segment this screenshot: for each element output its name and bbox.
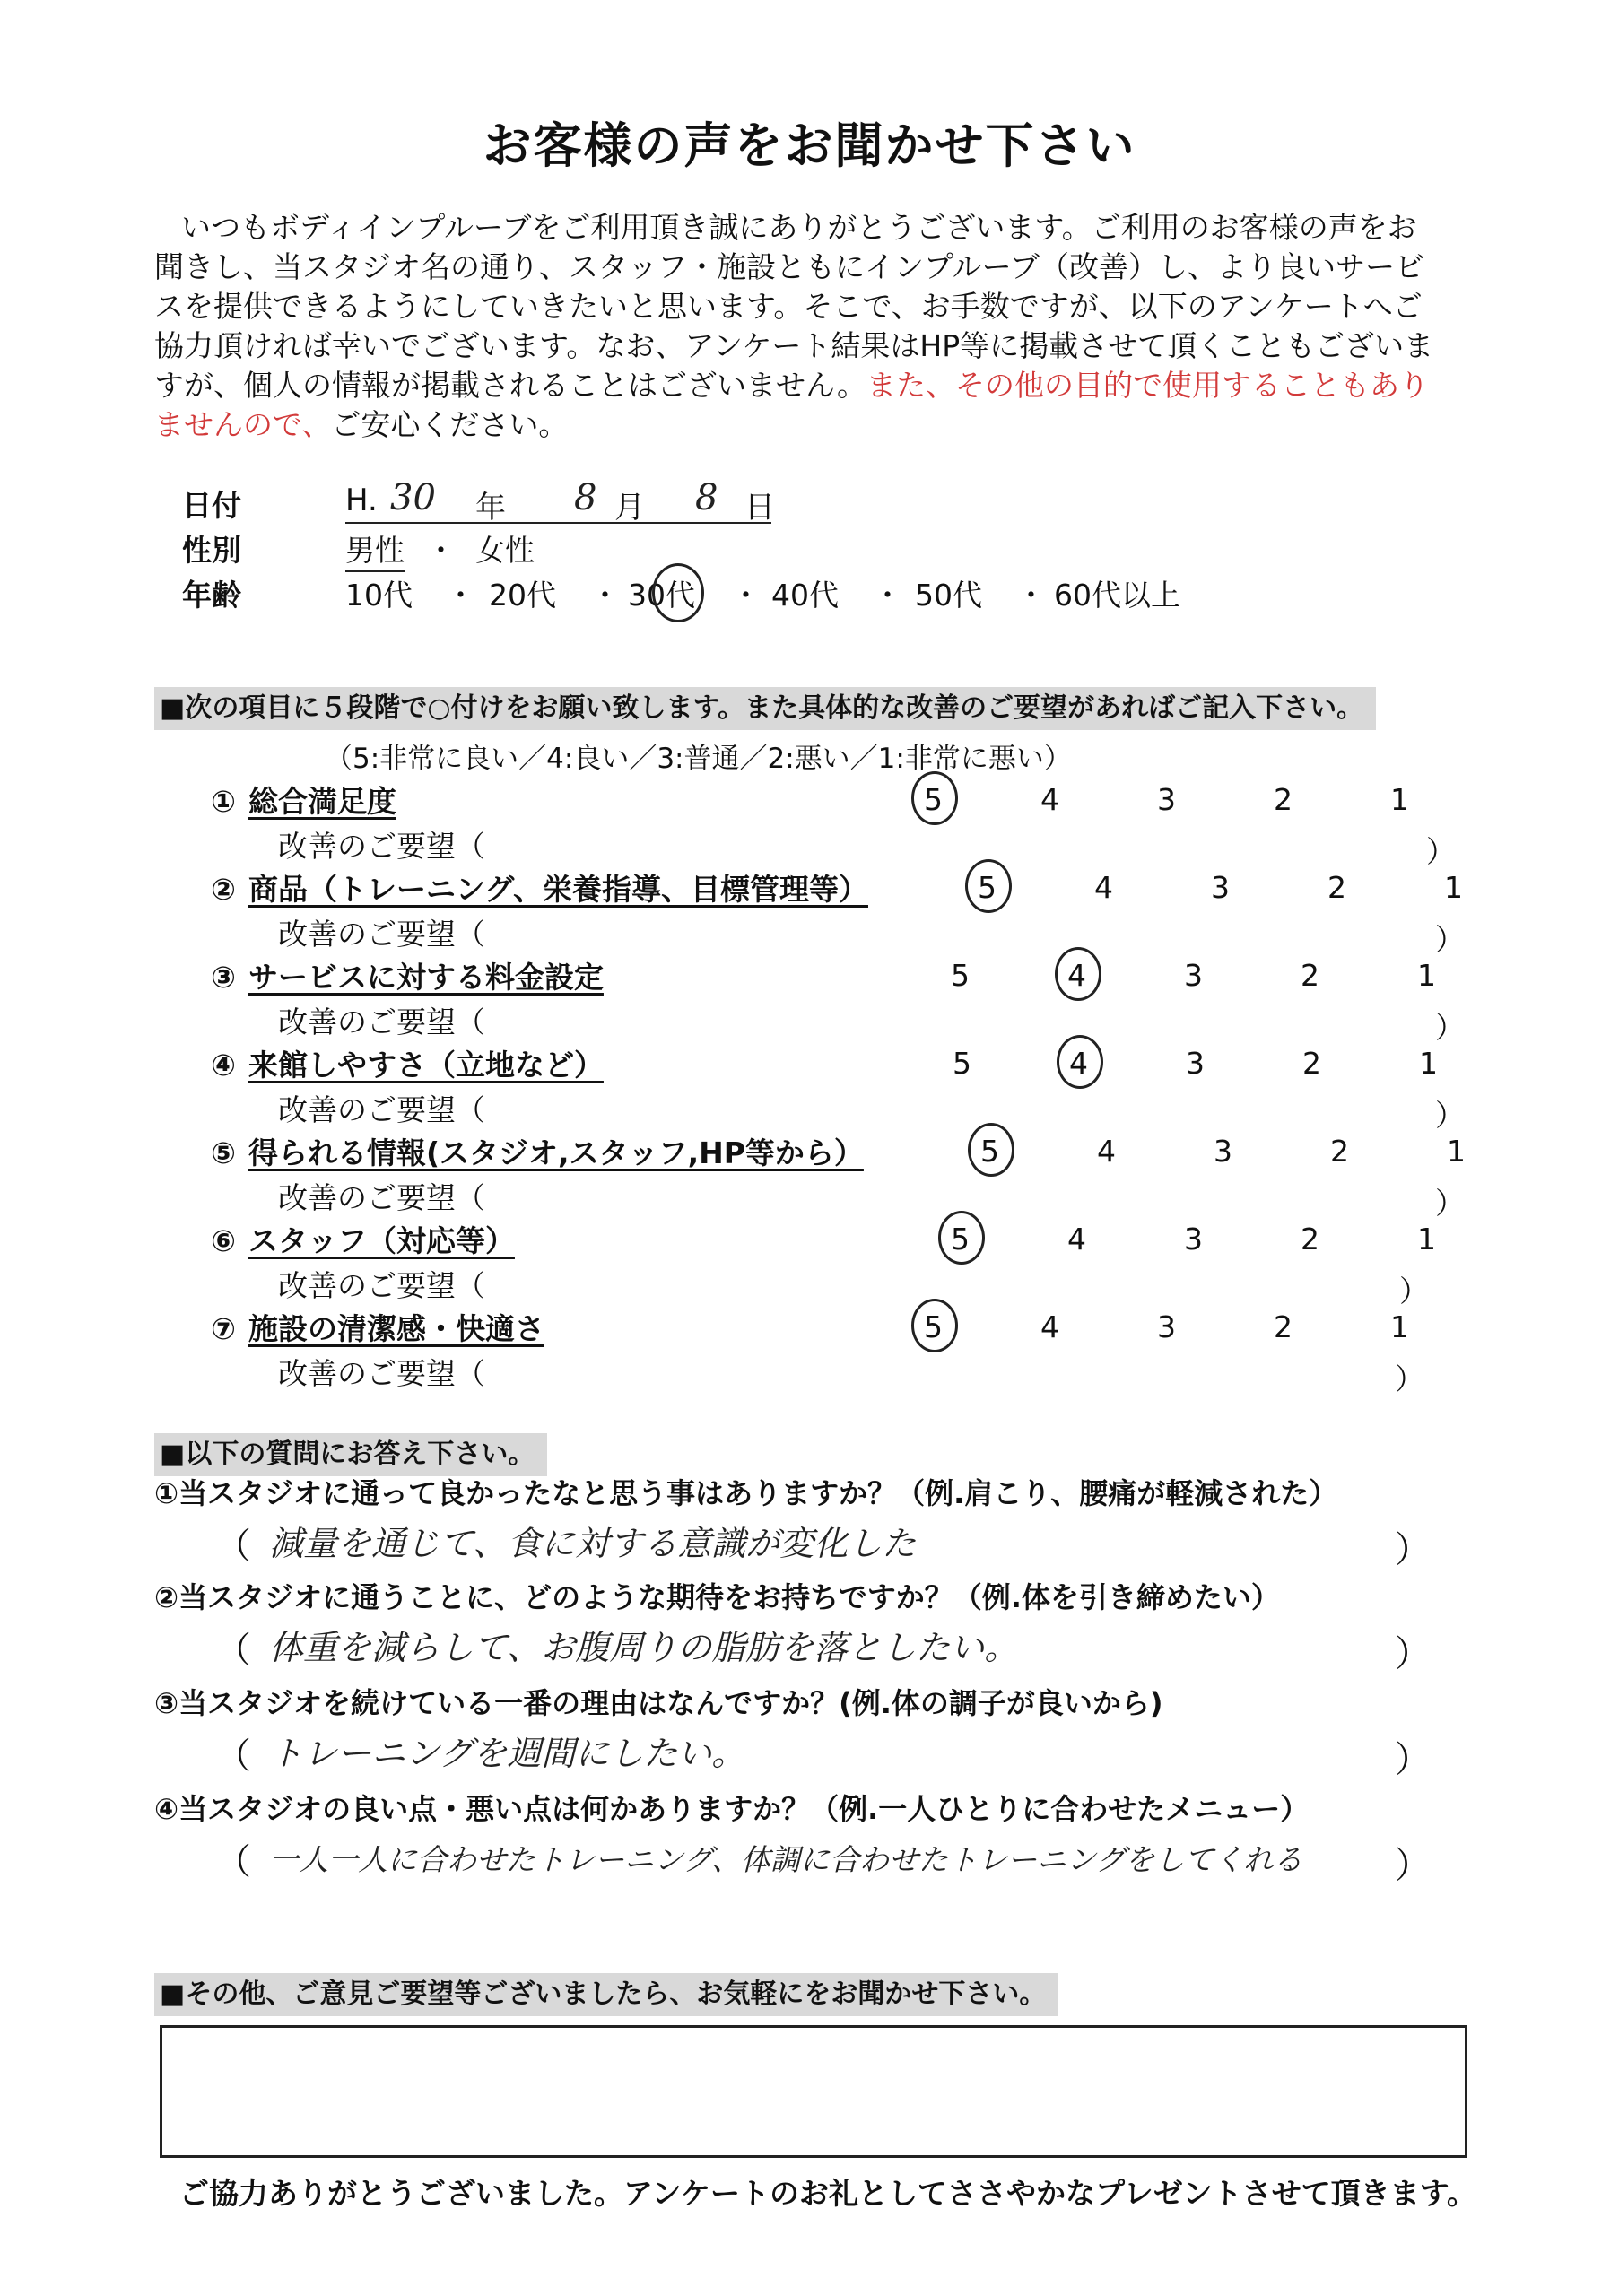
rating-option-5[interactable]: 5 bbox=[951, 1222, 970, 1257]
rating-option-5[interactable]: 5 bbox=[924, 782, 943, 817]
answer-text[interactable]: 体重を減らして、お腹周りの脂肪を落としたい。 bbox=[269, 1628, 1019, 1667]
age-option-30s[interactable]: 30代 bbox=[628, 578, 695, 613]
rating-option-1[interactable]: 1 bbox=[1417, 1222, 1436, 1257]
rating-option-4[interactable]: 4 bbox=[1040, 782, 1059, 817]
footer-thanks: ご協力ありがとうございました。アンケートのお礼としてささやかなプレゼントさせて頂きます。 bbox=[179, 2176, 1477, 2211]
age-option-20s[interactable]: 20代 bbox=[489, 578, 556, 613]
rating-option-2[interactable]: 2 bbox=[1301, 958, 1319, 993]
improvement-request-label: 改善のご要望（ bbox=[278, 917, 485, 952]
selection-circle bbox=[968, 1123, 1014, 1177]
rating-item-title: 得られる情報(スタジオ,スタッフ,HP等から） bbox=[248, 1135, 864, 1170]
open-paren: （ bbox=[215, 1630, 251, 1671]
rating-item-label bbox=[211, 778, 396, 821]
age-option-10s[interactable]: 10代 bbox=[345, 578, 413, 613]
answer-text[interactable]: トレーニングを週間にしたい。 bbox=[269, 1734, 746, 1773]
intro-line: スを提供できるようにしていきたいと思います。そこで、お手数ですが、以下のアンケートへご bbox=[154, 289, 1423, 324]
close-paren: ） bbox=[1435, 1186, 1465, 1221]
answer-text[interactable]: 一人一人に合わせたトレーニング、体調に合わせたトレーニングをしてくれる bbox=[269, 1842, 1303, 1877]
age-option-50s[interactable]: 50代 bbox=[915, 578, 982, 613]
rating-option-1[interactable]: 1 bbox=[1444, 870, 1463, 905]
rating-option-2[interactable]: 2 bbox=[1302, 1046, 1321, 1081]
rating-section-header: ■次の項目に５段階で○付けをお願い致します。また具体的な改善のご要望があればご記入下さい。 bbox=[154, 687, 1376, 730]
rating-option-2[interactable]: 2 bbox=[1301, 1222, 1319, 1257]
open-paren: （ bbox=[215, 1526, 251, 1567]
rating-option-1[interactable]: 1 bbox=[1447, 1134, 1466, 1169]
date-year-value: 30 bbox=[390, 477, 436, 518]
rating-option-3[interactable]: 3 bbox=[1186, 1046, 1205, 1081]
gender-label: 性別 bbox=[182, 533, 241, 568]
rating-item-title: 来館しやすさ（立地など） bbox=[248, 1048, 604, 1083]
improvement-request-label: 改善のご要望（ bbox=[278, 829, 485, 864]
rating-item-label bbox=[211, 1130, 864, 1172]
improvement-request-label: 改善のご要望（ bbox=[278, 1180, 485, 1215]
selection-circle bbox=[1055, 947, 1101, 1001]
page-title: お客様の声をお聞かせ下さい bbox=[483, 117, 1136, 174]
rating-option-4[interactable]: 4 bbox=[1097, 1134, 1116, 1169]
gender-options[interactable] bbox=[345, 527, 704, 567]
date-day-unit: 日 bbox=[744, 490, 775, 526]
improvement-request-label: 改善のご要望（ bbox=[278, 1092, 485, 1127]
intro-line: 聞きし、当スタジオ名の通り、スタッフ・施設ともにインプルーブ（改善）し、より良いサービ bbox=[154, 249, 1425, 284]
separator: ・ bbox=[1016, 578, 1046, 613]
close-paren: ） bbox=[1395, 1361, 1424, 1396]
intro-line: すが、個人の情報が掲載されることはございません。 bbox=[154, 368, 866, 403]
open-paren: （ bbox=[215, 1841, 251, 1883]
rating-option-5[interactable]: 5 bbox=[953, 1046, 971, 1081]
close-paren: ） bbox=[1395, 1529, 1431, 1570]
rating-option-3[interactable]: 3 bbox=[1157, 1309, 1176, 1344]
separator: ・ bbox=[731, 578, 761, 613]
rating-item-title: サービスに対する料金設定 bbox=[248, 960, 604, 995]
question-text: ②当スタジオに通うことに、どのような期待をお持ちですか？（例.体を引き締めたい） bbox=[154, 1580, 1280, 1614]
close-paren: ） bbox=[1395, 1633, 1431, 1674]
rating-option-5[interactable]: 5 bbox=[978, 870, 997, 905]
rating-option-5[interactable]: 5 bbox=[924, 1309, 943, 1344]
selection-circle bbox=[911, 771, 958, 825]
date-month-value: 8 bbox=[574, 477, 597, 518]
rating-option-3[interactable]: 3 bbox=[1214, 1134, 1232, 1169]
date-era: H. bbox=[345, 483, 378, 518]
gender-option-female[interactable]: 女性 bbox=[475, 533, 535, 568]
intro-highlight: ませんので、 bbox=[154, 407, 332, 442]
rating-item-title: 施設の清潔感・快適さ bbox=[248, 1311, 544, 1346]
intro-line: ご安心ください。 bbox=[331, 407, 569, 442]
date-month-unit: 月 bbox=[614, 490, 645, 526]
separator: ・ bbox=[590, 578, 620, 613]
improvement-request-label: 改善のご要望（ bbox=[278, 1004, 485, 1039]
close-paren: ） bbox=[1426, 834, 1456, 869]
separator: ・ bbox=[446, 578, 475, 613]
rating-item-title: 総合満足度 bbox=[248, 784, 396, 819]
age-label: 年齢 bbox=[182, 578, 241, 613]
improvement-request-label: 改善のご要望（ bbox=[278, 1268, 485, 1303]
rating-item-label bbox=[211, 1042, 604, 1084]
rating-item-number: ② bbox=[211, 872, 236, 907]
rating-option-4[interactable]: 4 bbox=[1094, 870, 1113, 905]
improvement-request-label: 改善のご要望（ bbox=[278, 1356, 485, 1391]
comments-section-header: ■その他、ご意見ご要望等ございましたら、お気軽にをお聞かせ下さい。 bbox=[154, 1973, 1058, 2016]
selection-circle bbox=[652, 563, 704, 622]
rating-item-title: スタッフ（対応等） bbox=[248, 1223, 515, 1258]
rating-option-1[interactable]: 1 bbox=[1417, 958, 1436, 993]
close-paren: ） bbox=[1435, 922, 1465, 957]
intro-highlight: また、その他の目的で使用することもあり bbox=[866, 368, 1429, 403]
rating-item-number: ③ bbox=[211, 960, 236, 995]
close-paren: ） bbox=[1435, 1098, 1465, 1133]
rating-item-label bbox=[211, 866, 868, 909]
age-option-60s-plus[interactable]: 60代以上 bbox=[1054, 578, 1180, 613]
rating-scale-note: （5:非常に良い／4:良い／3:普通／2:悪い／1:非常に悪い） bbox=[325, 743, 1072, 775]
rating-option-3[interactable]: 3 bbox=[1211, 870, 1230, 905]
selection-circle bbox=[1057, 1035, 1103, 1089]
close-paren: ） bbox=[1395, 1845, 1431, 1886]
gender-option-male[interactable]: 男性 bbox=[345, 527, 405, 572]
question-text: ④当スタジオの良い点・悪い点は何かありますか？（例.一人ひとりに合わせたメニュー） bbox=[154, 1792, 1310, 1826]
selection-circle bbox=[965, 859, 1012, 913]
separator: ・ bbox=[426, 533, 456, 568]
rating-option-2[interactable]: 2 bbox=[1327, 870, 1346, 905]
rating-option-2[interactable]: 2 bbox=[1330, 1134, 1349, 1169]
date-day-value: 8 bbox=[695, 477, 718, 518]
rating-option-4[interactable]: 4 bbox=[1067, 1222, 1086, 1257]
questions-section-header: ■以下の質問にお答え下さい。 bbox=[154, 1433, 547, 1476]
rating-item-number: ⑦ bbox=[211, 1311, 236, 1346]
date-label: 日付 bbox=[182, 488, 241, 523]
separator: ・ bbox=[873, 578, 902, 613]
rating-option-3[interactable]: 3 bbox=[1157, 782, 1176, 817]
rating-item-number: ① bbox=[211, 784, 236, 819]
age-options[interactable] bbox=[345, 572, 1206, 617]
close-paren: ） bbox=[1395, 1739, 1431, 1780]
rating-option-1[interactable]: 1 bbox=[1419, 1046, 1438, 1081]
rating-option-4[interactable]: 4 bbox=[1069, 1046, 1088, 1081]
intro-paragraph bbox=[154, 208, 1482, 445]
rating-option-2[interactable]: 2 bbox=[1274, 782, 1293, 817]
date-year-unit: 年 bbox=[475, 490, 506, 526]
rating-option-5[interactable]: 5 bbox=[980, 1134, 999, 1169]
rating-option-4[interactable]: 4 bbox=[1067, 958, 1086, 993]
rating-item-title: 商品（トレーニング、栄養指導、目標管理等） bbox=[248, 872, 868, 907]
rating-option-3[interactable]: 3 bbox=[1184, 958, 1203, 993]
rating-option-1[interactable]: 1 bbox=[1390, 1309, 1409, 1344]
intro-line: 協力頂ければ幸いでございます。なお、アンケート結果はHP等に掲載させて頂くこともございま bbox=[154, 328, 1434, 363]
rating-item-number: ⑥ bbox=[211, 1223, 236, 1258]
selection-circle bbox=[938, 1211, 985, 1265]
rating-option-5[interactable]: 5 bbox=[951, 958, 970, 993]
close-paren: ） bbox=[1435, 1010, 1465, 1045]
rating-item-number: ④ bbox=[211, 1048, 236, 1083]
date-field[interactable] bbox=[345, 477, 775, 526]
rating-item-number: ⑤ bbox=[211, 1135, 236, 1170]
rating-option-4[interactable]: 4 bbox=[1040, 1309, 1059, 1344]
answer-text[interactable]: 減量を通じて、食に対する意識が変化した bbox=[269, 1524, 917, 1563]
comments-box[interactable] bbox=[160, 2025, 1467, 2158]
rating-option-2[interactable]: 2 bbox=[1274, 1309, 1293, 1344]
rating-item-label bbox=[211, 1218, 515, 1260]
close-paren: ） bbox=[1399, 1274, 1429, 1309]
rating-option-3[interactable]: 3 bbox=[1184, 1222, 1203, 1257]
age-option-40s[interactable]: 40代 bbox=[771, 578, 839, 613]
selection-circle bbox=[911, 1299, 958, 1352]
question-text: ①当スタジオに通って良かったなと思う事はありますか？（例.肩こり、腰痛が軽減された） bbox=[154, 1476, 1338, 1510]
rating-item-label bbox=[211, 1306, 544, 1348]
rating-option-1[interactable]: 1 bbox=[1390, 782, 1409, 817]
question-text: ③当スタジオを続けている一番の理由はなんですか？(例.体の調子が良いから) bbox=[154, 1686, 1163, 1720]
open-paren: （ bbox=[215, 1735, 251, 1777]
intro-line: いつもボディインプルーブをご利用頂き誠にありがとうございます。ご利用のお客様の声をお bbox=[181, 210, 1417, 245]
rating-item-label bbox=[211, 954, 604, 996]
